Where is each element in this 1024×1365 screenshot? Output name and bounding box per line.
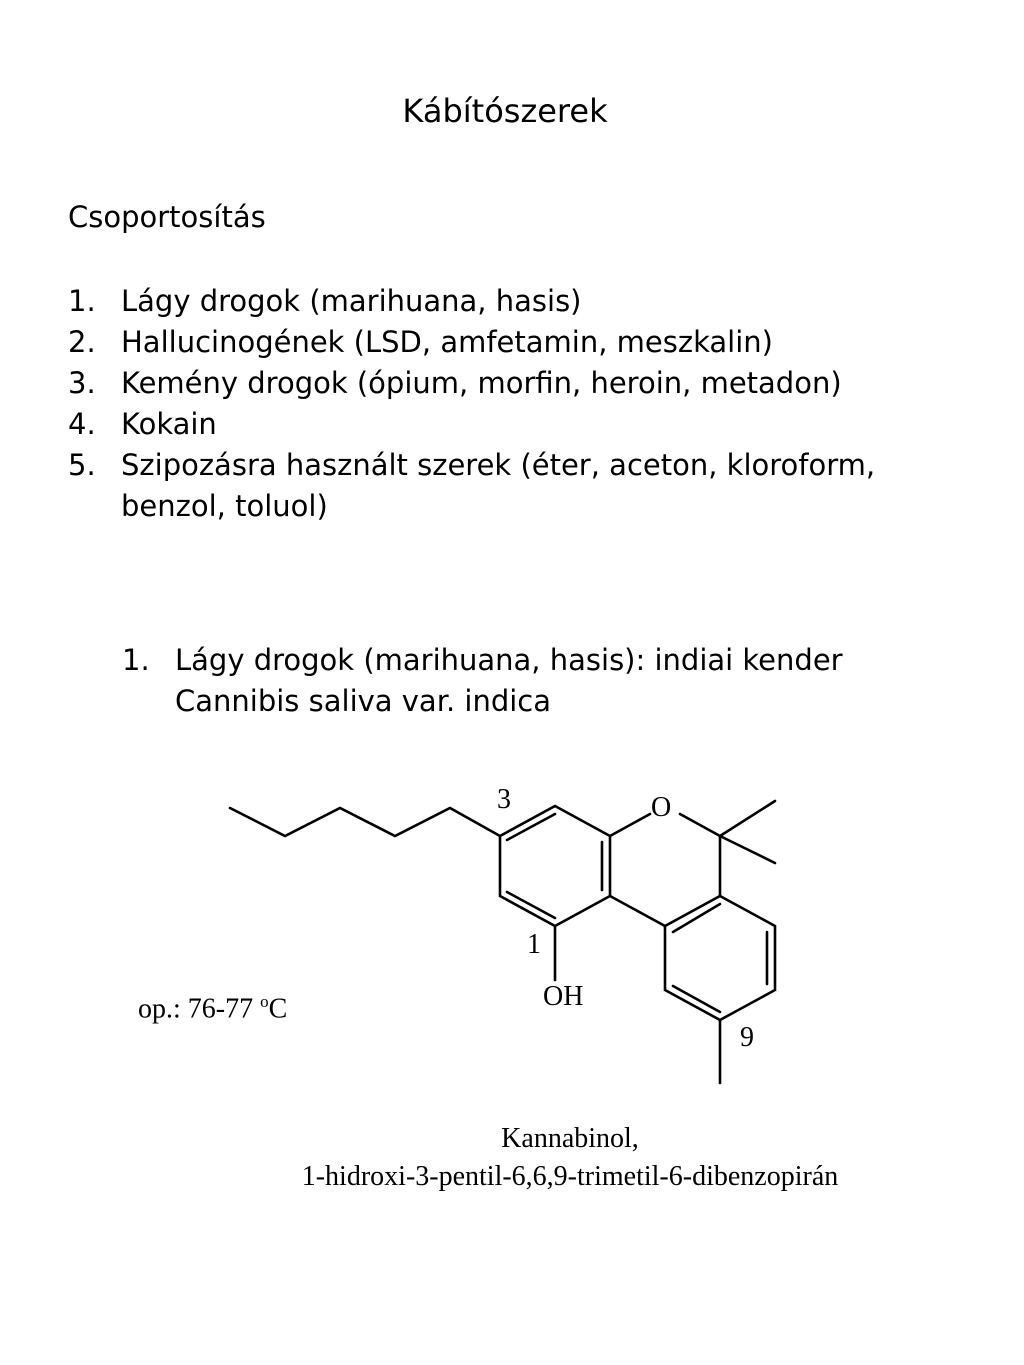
detail-list (122, 640, 922, 722)
pentyl-chain (230, 808, 500, 836)
methyl (720, 836, 775, 863)
list-item (68, 322, 988, 363)
left-ring (500, 806, 610, 926)
compound-caption (200, 1120, 940, 1196)
list-item (122, 640, 922, 722)
methyl (720, 801, 775, 836)
compound-name: Kannabinol, (501, 1123, 639, 1154)
list-item-number: 3. (68, 366, 96, 400)
list-item-text: Kokain (121, 407, 217, 441)
list-item-text: Lágy drogok (marihuana, hasis): indiai kender Cannibis saliva var. indica (175, 643, 843, 718)
melting-point-unit: C (268, 993, 288, 1025)
hydroxyl-label: OH (543, 981, 584, 1012)
biaryl-bond (610, 896, 665, 926)
list-item (68, 281, 988, 322)
list-item-number: 1. (68, 284, 96, 318)
right-ring (665, 896, 775, 1020)
melting-point-prefix: op.: 76-77 (138, 993, 261, 1025)
o-bond (680, 814, 720, 836)
list-item-text: Hallucinogének (LSD, amfetamin, meszkalin) (121, 325, 773, 359)
list-item-text: Lágy drogok (marihuana, hasis) (121, 284, 582, 318)
page-title: Kábítószerek (402, 92, 608, 130)
o-bond (610, 814, 650, 836)
list-item (68, 445, 988, 527)
melting-point (138, 992, 287, 1025)
position-label-9: 9 (740, 1022, 754, 1053)
position-label-1: 1 (527, 929, 541, 960)
list-item-number: 2. (68, 325, 96, 359)
section-heading: Csoportosítás (68, 200, 266, 234)
position-label-3: 3 (497, 784, 511, 815)
list-item-number: 4. (68, 407, 96, 441)
compound-iupac-name: 1-hidroxi-3-pentil-6,6,9-trimetil-6-dibenzopirán (301, 1161, 839, 1192)
list-item (68, 363, 988, 404)
cannabinol-structure (0, 770, 1024, 1100)
list-item-number: 1. (122, 643, 150, 677)
list-item-text: Kemény drogok (ópium, morfin, heroin, metadon) (121, 366, 842, 400)
bond-lines (230, 801, 775, 1083)
degree-symbol: o (260, 992, 269, 1011)
list-item (68, 404, 988, 445)
classification-list (68, 281, 988, 527)
list-item-number: 5. (68, 448, 96, 482)
list-item-text: Szipozásra használt szerek (éter, aceton, kloroform, benzol, toluol) (121, 448, 876, 523)
oxygen-label: O (651, 792, 672, 823)
